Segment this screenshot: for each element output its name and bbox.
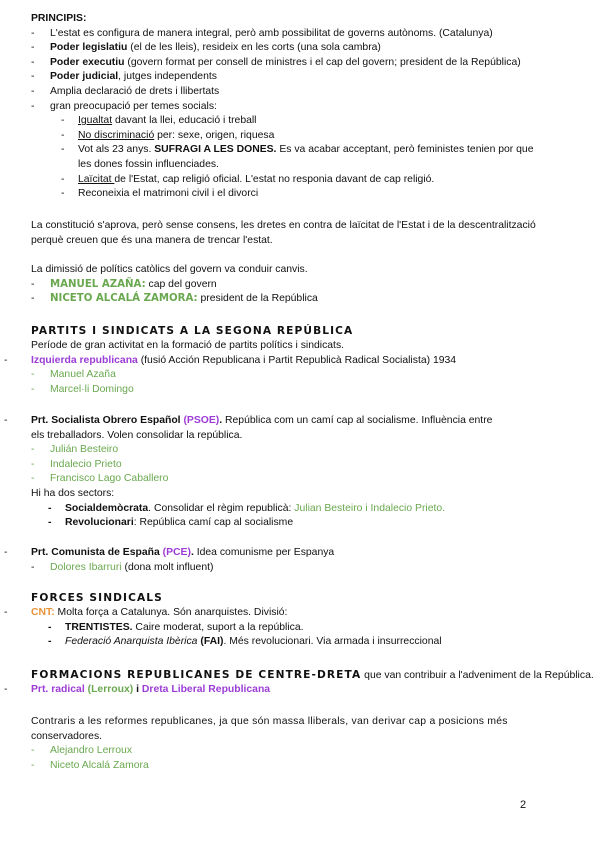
formacions-paragraph: Contraris a les reformes republicanes, ja que són massa lliberals, van derivar cap a posicions més conservadores. (31, 716, 508, 742)
sub-item-igualtat: - Igualtat davant la llei, educació i treball (61, 115, 257, 127)
principis-item: - Poder executiu (govern format per consell de ministres i el cap del govern; president de la República) (31, 56, 521, 68)
principis-section: PRINCIPIS: - L'estat es configura de manera integral, però amb possibilitat de governs autònoms. (Catalunya) - Poder legislatiu (el de les lleis), resideix en les corts (una sola cambra) - Poder executiu (govern format per consell de ministres i el cap del govern; president de la República) - Poder judicial, jutges independents - Amplia declaració de drets i llibertats - gran preocupació per temes socials: - Igualtat davant la llei, educació i treball - No discriminació per: sexe, origen, riquesa - Vot als 23 anys. SUFRAGI A LES DONES. Es va acabar acceptant, però feministes tenien por que les dones fossin influenciades. - Laïcitat de l'Estat, cap religió oficial. L'estat no responia davant de cap religió. - Reconeixia el matrimoni civil i el divorci (0, 12, 600, 202)
party-psoe: - Prt. Socialista Obrero Español (PSOE). República com un camí cap al socialisme. Influència entre els treballadors. Volen consolidar la república. - Julián Besteiro - Indalecio Prieto - Francisco Lago Caballero Hi ha dos sectors: - Socialdemòcrata. Consolidar el règim republicà: Julian Besteiro i Indalecio Prieto. - Revolucionari: República camí cap al socialisme (0, 414, 600, 531)
principis-item: - Poder judicial, jutges independents (31, 71, 217, 83)
forces-heading: FORCES SINDICALS (31, 592, 163, 604)
partits-section: PARTITS I SINDICATS A LA SEGONA REPÚBLICA Període de gran activitat en la formació de partits polítics i sindicats. - Izquierda republicana (fusió Acción Republicana i Partit Republicà Radical Socialista) 1934 - Manuel Azaña - Marcel·li Domingo (0, 323, 600, 397)
sector-item: - Socialdemòcrata. Consolidar el règim republicà: Julian Besteiro i Indalecio Prieto. (48, 502, 446, 514)
dimissio-item: - MANUEL AZAÑA: cap del govern (31, 278, 217, 290)
forces-section (0, 590, 600, 650)
principis-item: - Poder legislatiu (el de les lleis), resideix en les corts (una sola cambra) (31, 42, 381, 54)
principis-item: - gran preocupació per temes socials: (31, 100, 217, 112)
principis-title: PRINCIPIS: (31, 13, 87, 24)
union-faction: - TRENTISTES. Caire moderat, suport a la república. (48, 621, 304, 633)
principis-item: - L'estat es configura de manera integral, però amb possibilitat de governs autònoms. (Catalunya) (31, 27, 493, 39)
formacions-section: FORMACIONS REPUBLICANES DE CENTRE-DRETA que van contribuir a l'adveniment de la República. - Prt. radical (Lerroux) i Dreta Liberal Republicana (0, 667, 600, 698)
principis-item: - Amplia declaració de drets i llibertats (31, 85, 220, 97)
formacions-heading: FORMACIONS REPUBLICANES DE CENTRE-DRETA (31, 669, 362, 681)
party-member: - Francisco Lago Caballero (31, 473, 169, 485)
union-faction: - Federació Anarquista Ibèrica (FAI). Més revolucionari. Via armada i insurreccional (48, 636, 442, 648)
sub-item-laicitat: - Laïcitat de l'Estat, cap religió oficial. L'estat no responia davant de cap religió. (61, 173, 435, 185)
party-izquierda-republicana: - Izquierda republicana (fusió Acción Republicana i Partit Republicà Radical Socialista) 1934 (4, 354, 457, 366)
party-member: - Alejandro Lerroux (31, 745, 133, 756)
party-member: - Dolores Ibarruri (dona molt influent) (31, 561, 214, 573)
partits-heading: PARTITS I SINDICATS A LA SEGONA REPÚBLICA (31, 325, 354, 337)
party-member: - Indalecio Prieto (31, 458, 122, 470)
formacions-parties: - Prt. radical (Lerroux) i Dreta Liberal Republicana (4, 684, 271, 695)
party-member: - Manuel Azaña (31, 369, 116, 381)
sector-item: - Revolucionari: República camí cap al socialisme (48, 517, 294, 529)
sub-item-matrimoni: - Reconeixia el matrimoni civil i el divorci (61, 188, 259, 200)
party-member: - Marcel·li Domingo (31, 383, 134, 395)
party-member: - Niceto Alcalá Zamora (31, 759, 149, 771)
page-number: 2 (520, 799, 527, 811)
constitucio-paragraph: La constitució s'aprova, però sense consens, les dretes en contra de laïcitat de l'Estat i de la descentralització perquè creuen que és una manera de trencar l'estat. (31, 220, 536, 246)
party-pce: - Prt. Comunista de España (PCE). Idea comunisme per Espanya - Dolores Ibarruri (dona molt influent) (0, 546, 600, 575)
party-member: - Julián Besteiro (31, 444, 119, 456)
union-cnt: - CNT: Molta força a Catalunya. Són anarquistes. Divisió: (4, 607, 288, 618)
sub-item-vot: - Vot als 23 anys. SUFRAGI A LES DONES. Es va acabar acceptant, però feministes tenien por que (61, 144, 534, 156)
dimissio-section: La dimissió de polítics catòlics del govern va conduir canvis. - MANUEL AZAÑA: cap del govern - NICETO ALCALÁ ZAMORA: president de la República (0, 263, 600, 307)
formacions-members (0, 744, 600, 773)
dimissio-item: - NICETO ALCALÁ ZAMORA: president de la República (31, 293, 318, 305)
sub-item-discriminacio: - No discriminació per: sexe, origen, riquesa (61, 129, 275, 141)
